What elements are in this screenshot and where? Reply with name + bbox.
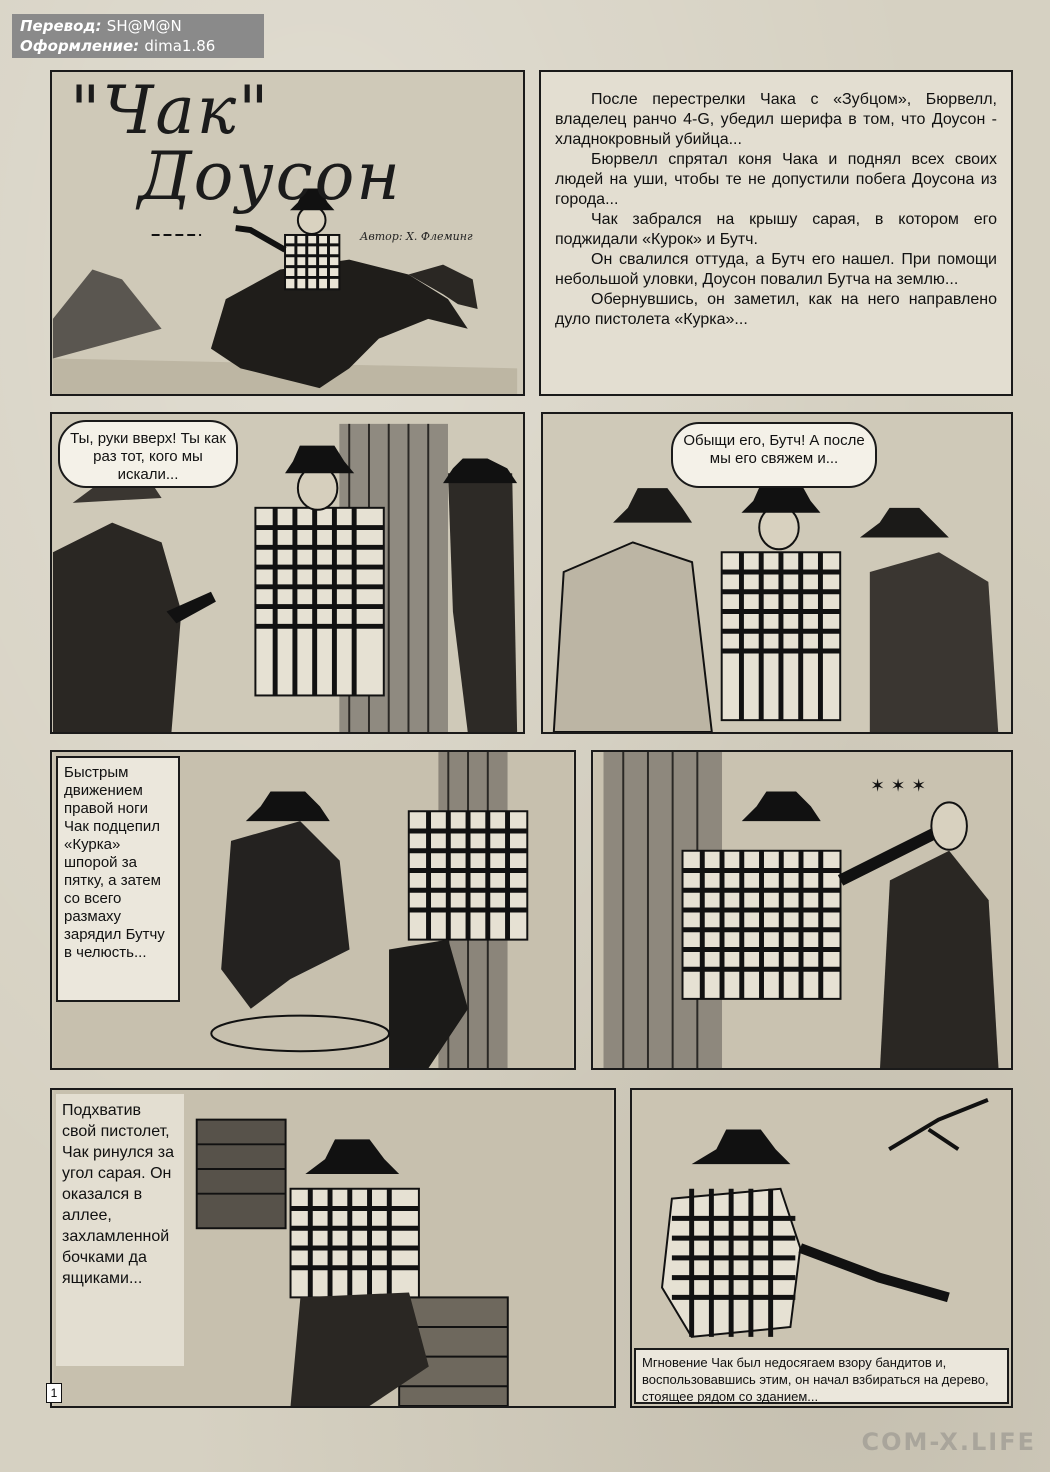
caption-kick: Быстрым движением правой ноги Чак подцепил «Курка» шпорой за пятку, а затем со всего размаху зарядил Бутчу в челюсть...	[56, 756, 180, 1002]
design-label: Оформление:	[20, 37, 140, 55]
author-credit: Автор: Х. Флеминг	[360, 230, 473, 243]
design-value: dima1.86	[144, 37, 216, 55]
panel-4	[50, 750, 576, 1070]
intro-paragraph-1: После перестрелки Чака с «Зубцом», Бюрвелл, владелец ранчо 4-G, убедил шерифа в том, что Доусон - хладнокровный убийца...	[555, 91, 997, 148]
intro-text	[555, 90, 997, 330]
panel-3	[541, 412, 1013, 734]
translation-value: SH@M@N	[106, 17, 182, 35]
credits-box	[12, 14, 264, 58]
site-watermark: COM-X.LIFE	[861, 1428, 1036, 1456]
punch-illustration	[593, 752, 1011, 1068]
speech-bubble-search-him: Обыщи его, Бутч! А после мы его свяжем и...	[671, 422, 877, 488]
title-panel	[50, 70, 525, 396]
comic-title-line1: "Чак"	[70, 72, 271, 149]
intro-paragraph-3: Чак забрался на крышу сарая, в котором его поджидали «Курок» и Бутч.	[555, 211, 997, 248]
panel-5	[591, 750, 1013, 1070]
intro-paragraph-5: Обернувшись, он заметил, как на него направлено дуло пистолета «Курка»...	[555, 291, 997, 328]
comic-title-line2: Доусон	[138, 138, 402, 215]
svg-text:✶ ✶ ✶: ✶ ✶ ✶	[870, 776, 927, 797]
intro-text-box	[539, 70, 1013, 396]
translation-label: Перевод:	[20, 17, 102, 35]
intro-paragraph-2: Бюрвелл спрятал коня Чака и поднял всех своих людей на уши, чтобы те не допустили побега Доусона из города...	[555, 151, 997, 208]
caption-tree: Мгновение Чак был недосягаем взору бандитов и, воспользовавшись этим, он начал взбираться на дерево, стоящее рядом со зданием...	[634, 1348, 1009, 1404]
panel-2	[50, 412, 525, 734]
panel-7	[630, 1088, 1013, 1408]
page-number: 1	[46, 1383, 62, 1403]
intro-paragraph-4: Он свалился оттуда, а Бутч его нашел. При помощи небольшой уловки, Доусон повалил Бутча на землю...	[555, 251, 997, 288]
speech-bubble-hands-up: Ты, руки вверх! Ты как раз тот, кого мы искали...	[58, 420, 238, 488]
caption-alley: Подхватив свой пистолет, Чак ринулся за угол сарая. Он оказался в аллее, захламленной бочками да ящиками...	[56, 1094, 184, 1366]
panel-6	[50, 1088, 616, 1408]
